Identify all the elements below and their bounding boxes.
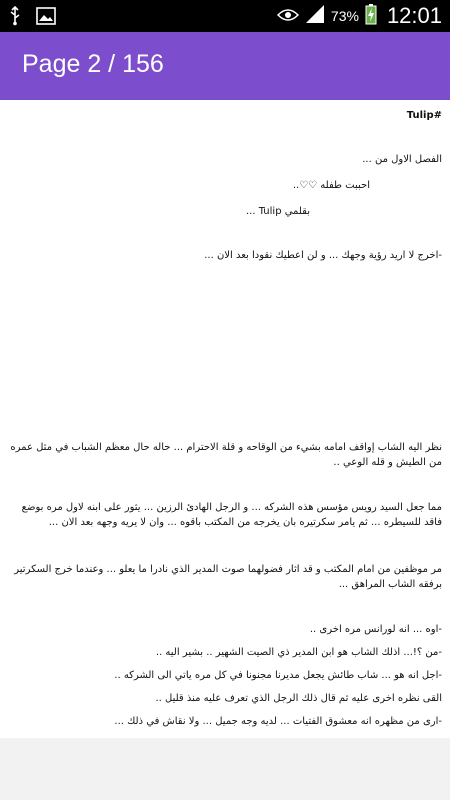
battery-charging-icon (365, 3, 377, 29)
reader-content[interactable] (0, 100, 450, 738)
author-line: بقلمي Tulip ... (245, 206, 310, 217)
text-paragraph: نظر اليه الشاب إواقف امامه بشيء من الوقاحه و قلة الاحترام ... حاله حال معظم الشباب في مثل عمره من الطيش و قله الوعي .. (10, 442, 442, 468)
eye-icon (277, 7, 299, 26)
usb-icon (8, 6, 22, 30)
image-icon (36, 7, 56, 29)
dialog-line: -ارى من مظهره انه معشوق الفتيات ... لديه وجه جميل ... ولا نقاش في ذلك ... (114, 716, 442, 727)
battery-percent: 73% (330, 8, 359, 24)
dialog-line: القى نظره اخرى عليه ثم قال ذلك الرجل الذي تعرف عليه منذ قليل .. (155, 693, 442, 704)
chapter-subtitle: احببت طفله ♡♡.. (292, 180, 370, 191)
page-title: Page 2 / 156 (22, 50, 164, 78)
hashtag-line: Tulip# (406, 110, 442, 121)
chapter-title: الفصل الاول من ... (362, 154, 442, 165)
status-left-icons (8, 6, 56, 30)
signal-icon (305, 4, 325, 28)
bottom-blank-area (0, 738, 450, 800)
status-bar (0, 0, 450, 32)
app-bar (0, 32, 450, 100)
dialog-line: -من ؟!... اذلك الشاب هو ابن المدير ذي الصيت الشهير .. بشير اليه .. (155, 647, 442, 658)
status-right-icons (277, 0, 442, 32)
text-paragraph: مما جعل السيد رويس مؤسس هذه الشركه ... و الرجل الهادئ الرزين ... يثور على ابنه لاول مره بوضع فاقد للسيطره ... ثم يامر سكرتيره بان يخرجه من المكتب باقوه ... وان لا يريه وجهه بعد الان ... (21, 502, 442, 528)
text-paragraph: مر موظفين من امام المكتب و قد اثار فضولهما صوت المدير الذي نادرا ما يعلو ... وعندما خرج السكرتير برفقه الشاب المراهق ... (14, 564, 442, 590)
status-time: 12:01 (386, 3, 442, 28)
dialog-line: -اجل انه هو ... شاب طائش يجعل مديرنا مجنونا في كل مره ياتي الى الشركه .. (114, 670, 442, 681)
dialog-line: -اوه ... انه لورانس مره اخرى .. (309, 624, 442, 635)
text-line: -اخرج لا اريد رؤية وجهك ... و لن اعطيك نقودا بعد الان ... (204, 250, 442, 261)
